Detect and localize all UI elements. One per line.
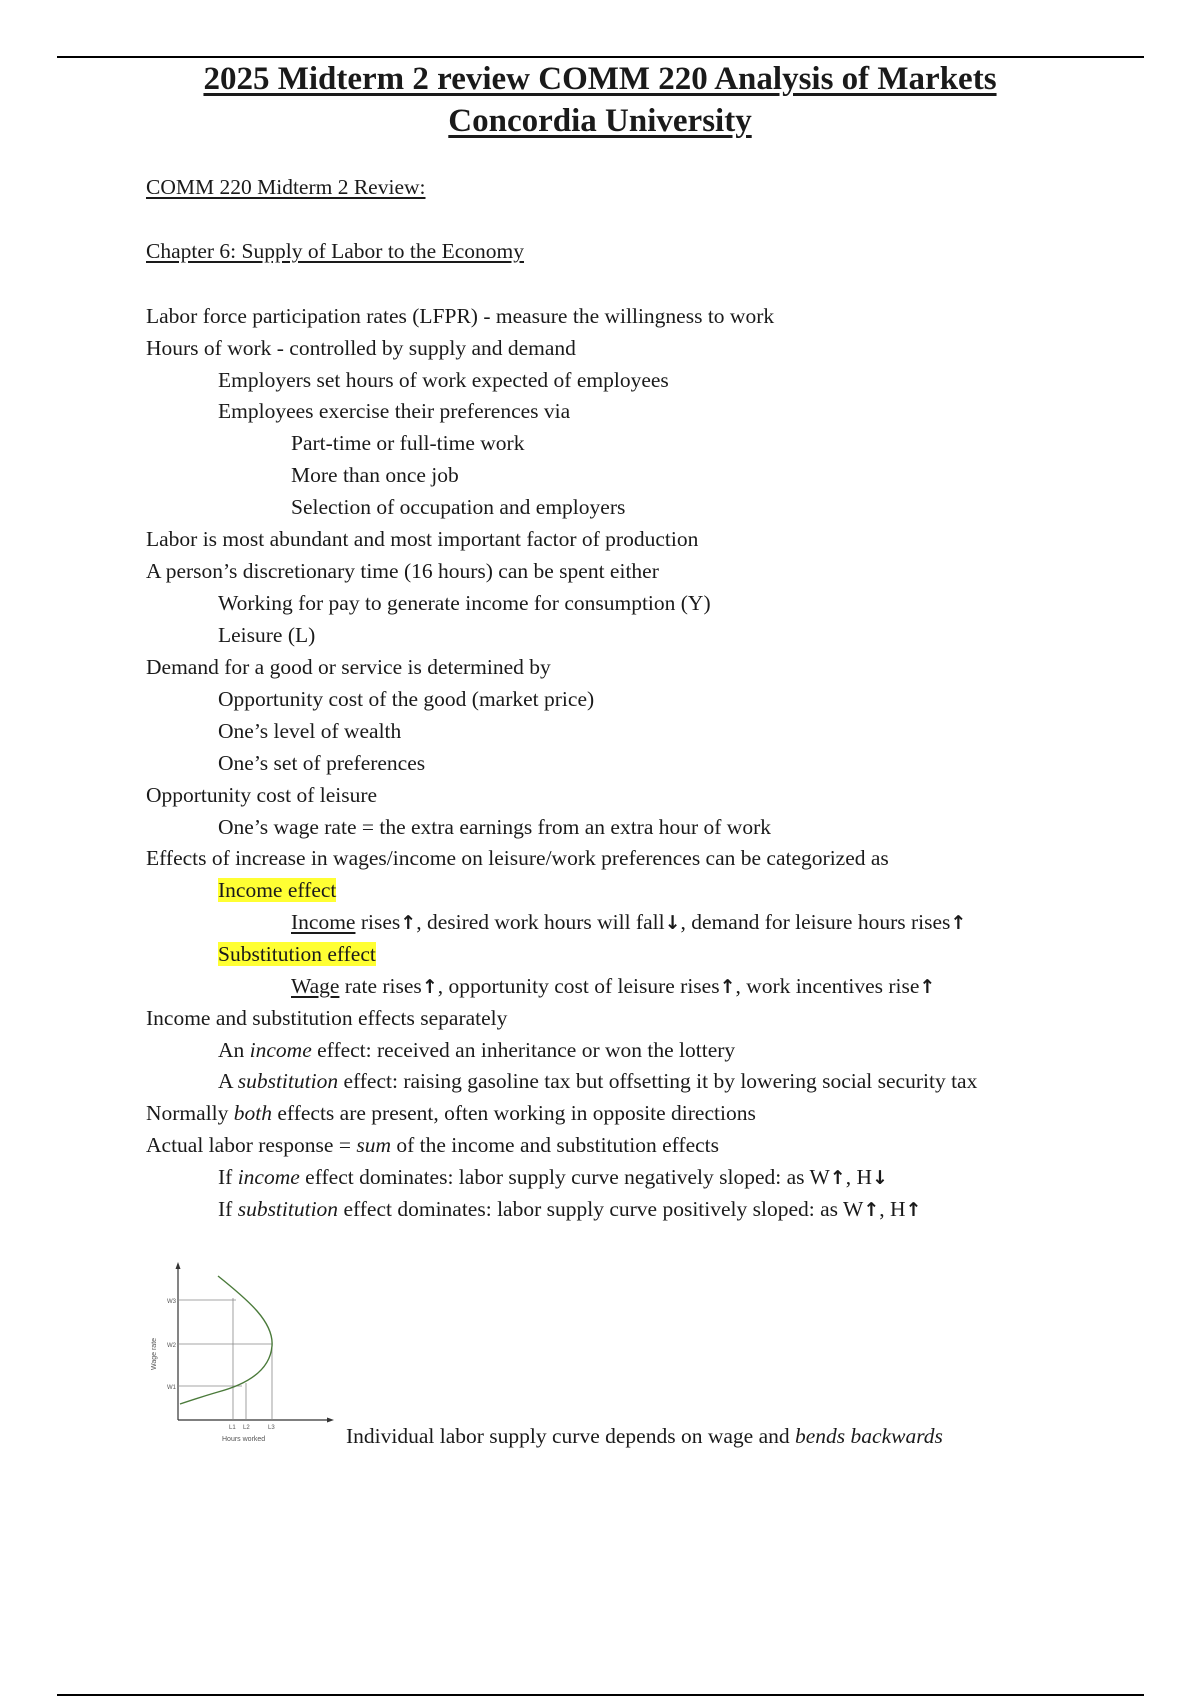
wage-end: , work incentives rise — [735, 974, 920, 998]
note-selection: Selection of occupation and employers — [291, 495, 626, 519]
inheritance-text: effect: received an inheritance or won the lottery — [311, 1038, 736, 1062]
wage-word: Wage — [291, 974, 340, 998]
normally-rest: effects are present, often working in opposite directions — [272, 1101, 756, 1125]
gasoline-text: effect: raising gasoline tax but offsetting it by lowering social security tax — [338, 1069, 978, 1093]
note-if-income — [218, 1164, 888, 1191]
note-more-jobs: More than once job — [291, 463, 459, 487]
note-demand-determined: Demand for a good or service is determined by — [146, 655, 551, 679]
axis-label-w1: W1 — [167, 1385, 176, 1391]
note-if-substitution — [218, 1196, 921, 1223]
note-substitution-example — [218, 1068, 977, 1094]
note-part-time: Part-time or full-time work — [291, 431, 525, 455]
note-separately: Income and substitution effects separately — [146, 1006, 508, 1030]
note-wage-rate: One’s wage rate = the extra earnings from an extra hour of work — [218, 815, 771, 839]
x-axis-arrow-icon — [327, 1418, 334, 1423]
note-leisure: Leisure (L) — [218, 623, 316, 647]
substitution-italic: substitution — [237, 1197, 339, 1221]
title-line-1: 2025 Midterm 2 review COMM 220 Analysis of Markets — [203, 61, 997, 97]
note-opp-cost-leisure: Opportunity cost of leisure — [146, 783, 378, 807]
income-mid: , desired work hours will fall — [416, 910, 665, 934]
note-employers-set: Employers set hours of work expected of employees — [218, 368, 669, 392]
chapter-heading: Chapter 6: Supply of Labor to the Economy — [146, 239, 524, 263]
up-arrow-icon: ↑ — [719, 976, 736, 998]
caption-italic: bends backwards — [795, 1424, 943, 1448]
note-wealth: One’s level of wealth — [218, 719, 402, 743]
text-if: If — [218, 1165, 238, 1189]
up-arrow-icon: ↑ — [829, 1167, 846, 1189]
income-effect-heading — [218, 877, 336, 903]
income-effect-label: Income effect — [218, 878, 337, 902]
if-sub-rest: effect dominates: labor supply curve positively sloped: as W — [338, 1197, 864, 1221]
text-an: An — [218, 1038, 250, 1062]
text-normally: Normally — [146, 1101, 234, 1125]
up-arrow-icon: ↑ — [950, 912, 967, 934]
wage-mid: , opportunity cost of leisure rises — [437, 974, 720, 998]
note-hours: Hours of work - controlled by supply and demand — [146, 336, 576, 360]
up-arrow-icon: ↑ — [905, 1199, 922, 1221]
axis-label-w3: W3 — [167, 1299, 176, 1305]
up-arrow-icon: ↑ — [919, 976, 936, 998]
note-discretionary: A person’s discretionary time (16 hours) can be spent either — [146, 559, 659, 583]
labor-supply-graph — [140, 1258, 340, 1448]
up-arrow-icon: ↑ — [863, 1199, 880, 1221]
axis-label-l2: L2 — [243, 1425, 250, 1431]
y-axis-arrow-icon — [176, 1262, 181, 1269]
text-a: A — [218, 1069, 238, 1093]
wage-rises: rate rises — [339, 974, 422, 998]
y-axis-title: Wage rate — [151, 1337, 158, 1370]
note-income-effect-detail — [291, 909, 966, 936]
both-italic: both — [233, 1101, 273, 1125]
axis-label-l3: L3 — [268, 1425, 275, 1431]
down-arrow-icon: ↓ — [871, 1167, 888, 1189]
income-word: Income — [291, 910, 356, 934]
review-heading: COMM 220 Midterm 2 Review: — [146, 175, 426, 199]
actual-rest: of the income and substitution effects — [391, 1133, 720, 1157]
axis-label-w2: W2 — [167, 1343, 176, 1349]
note-normally — [146, 1100, 756, 1126]
note-actual — [146, 1132, 719, 1158]
up-arrow-icon: ↑ — [421, 976, 438, 998]
comma-h: , H — [879, 1197, 906, 1221]
substitution-effect-heading — [218, 941, 376, 967]
note-income-example — [218, 1037, 735, 1063]
note-substitution-effect-detail — [291, 973, 935, 1000]
page-title — [60, 58, 1140, 142]
up-arrow-icon: ↑ — [400, 912, 417, 934]
caption-text: Individual labor supply curve depends on wage and — [346, 1424, 795, 1448]
axis-label-l1: L1 — [229, 1425, 236, 1431]
comma-h: , H — [845, 1165, 872, 1189]
x-axis-title: Hours worked — [222, 1436, 266, 1443]
income-rises: rises — [355, 910, 401, 934]
text-actual: Actual labor response = — [146, 1133, 357, 1157]
graph-caption — [346, 1423, 943, 1449]
note-employees-exercise: Employees exercise their preferences via — [218, 399, 571, 423]
text-if: If — [218, 1197, 238, 1221]
income-end: , demand for leisure hours rises — [680, 910, 951, 934]
substitution-effect-label: Substitution effect — [218, 942, 376, 966]
note-labor-abundant: Labor is most abundant and most important factor of production — [146, 527, 699, 551]
if-income-rest: effect dominates: labor supply curve negatively sloped: as W — [299, 1165, 830, 1189]
bottom-rule — [57, 1694, 1144, 1696]
note-opp-cost-good: Opportunity cost of the good (market price) — [218, 687, 595, 711]
note-lfpr: Labor force participation rates (LFPR) - measure the willingness to work — [146, 304, 775, 328]
supply-curve — [180, 1276, 272, 1404]
sum-italic: sum — [356, 1133, 391, 1157]
income-italic: income — [249, 1038, 312, 1062]
note-working-for-pay: Working for pay to generate income for consumption (Y) — [218, 591, 711, 615]
income-italic: income — [237, 1165, 300, 1189]
note-effects-increase: Effects of increase in wages/income on leisure/work preferences can be categorized as — [146, 846, 889, 870]
title-line-2: Concordia University — [448, 103, 752, 139]
substitution-italic: substitution — [237, 1069, 339, 1093]
down-arrow-icon: ↓ — [664, 912, 681, 934]
note-preferences: One’s set of preferences — [218, 751, 426, 775]
